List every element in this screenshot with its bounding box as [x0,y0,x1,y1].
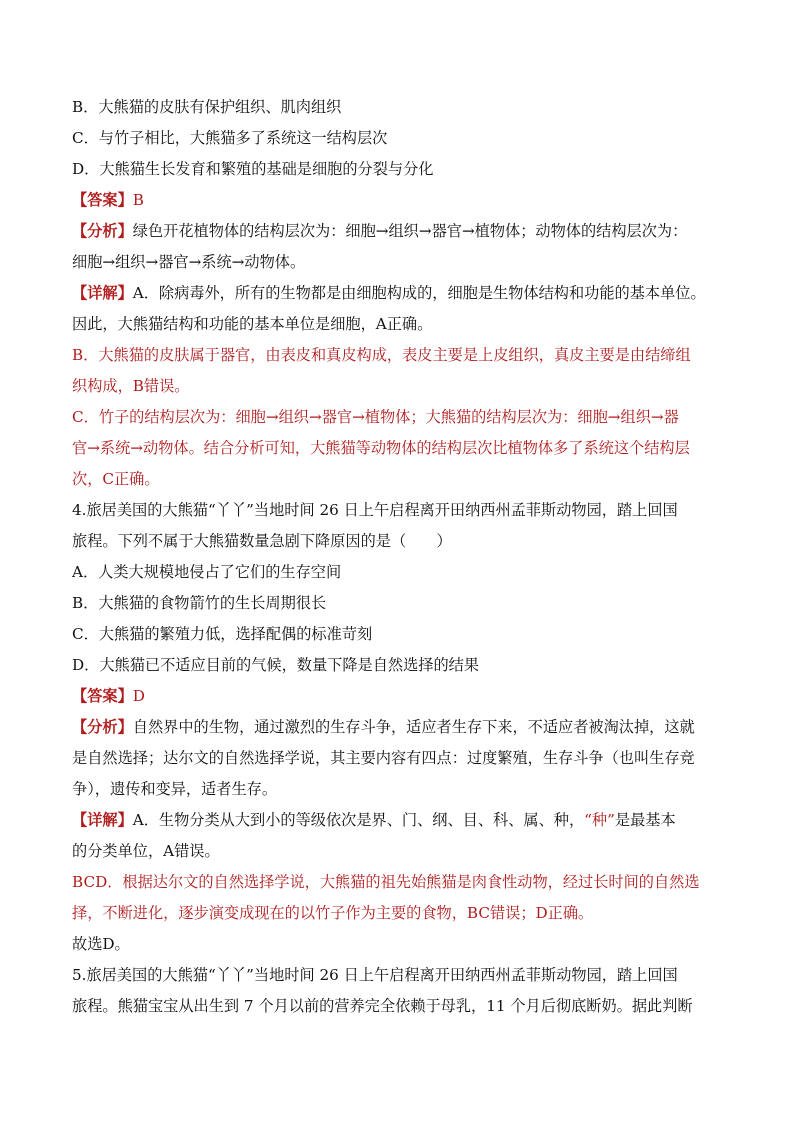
analysis-tag: 【分析】 [72,718,133,736]
document-page [72,92,732,1022]
detail-text: A．除病毒外，所有的生物都是由细胞构成的，细胞是生物体结构和功能的基本单位。 [132,284,706,302]
answer-value: D [132,687,145,705]
q5-stem-line-2: 旅程。熊猫宝宝从出生到 7 个月以前的营养完全依赖于母乳，11 个月后彻底断奶。据此判断 [72,997,693,1015]
q3-detail-b-line-1: B．大熊猫的皮肤属于器官，由表皮和真皮构成，表皮主要是上皮组织，真皮主要是由结缔组 [72,346,691,364]
answer-tag: 【答案】 [72,191,133,209]
q3-analysis-line-2: 细胞→组织→器官→系统→动物体。 [72,253,306,271]
answer-tag: 【答案】 [72,687,133,705]
q4-detail-bcd-line-1: BCD．根据达尔文的自然选择学说，大熊猫的祖先始熊猫是肉食性动物，经过长时间的自然选 [72,873,700,891]
q4-analysis-line-1 [72,712,732,743]
highlighted-term: “种” [584,811,615,829]
q3-answer [72,185,732,216]
q3-detail-a-line-2: 因此，大熊猫结构和功能的基本单位是细胞，A正确。 [72,315,433,333]
analysis-tag: 【分析】 [72,222,133,240]
q4-stem-line-1: 4.旅居美国的大熊猫“丫丫”当地时间 26 日上午启程离开田纳西州孟菲斯动物园，踏上回国 [72,501,678,519]
q4-option-a: A．人类大规模地侵占了它们的生存空间 [72,563,342,581]
q3-detail-c-line-1: C．竹子的结构层次为：细胞→组织→器官→植物体；大熊猫的结构层次为：细胞→组织→器 [72,408,679,426]
q4-option-c: C．大熊猫的繁殖力低，选择配偶的标准苛刻 [72,625,373,643]
q3-detail-a-line-1 [72,278,732,309]
detail-text-tail: 是最基本 [614,811,676,829]
q3-detail-c-line-3: 次，C正确。 [72,470,160,488]
q4-option-b: B．大熊猫的食物箭竹的生长周期很长 [72,594,327,612]
q4-conclusion: 故选D。 [72,935,130,953]
q4-detail-bcd-line-2: 择，不断进化，逐步演变成现在的以竹子作为主要的食物，BC错误；D正确。 [72,904,594,922]
q3-option-b: B．大熊猫的皮肤有保护组织、肌肉组织 [72,98,342,116]
q4-analysis-line-2: 是自然选择；达尔文的自然选择学说，其主要内容有四点：过度繁殖，生存斗争（也叫生存竞 [72,749,695,767]
answer-value: B [132,191,144,209]
q4-answer [72,681,732,712]
q4-option-d: D．大熊猫已不适应目前的气候，数量下降是自然选择的结果 [72,656,480,674]
q3-option-c: C．与竹子相比，大熊猫多了系统这一结构层次 [72,129,388,147]
detail-tag: 【详解】 [72,284,133,302]
q3-detail-b-line-2: 织构成，B错误。 [72,377,190,395]
analysis-text: 自然界中的生物，通过激烈的生存斗争，适应者生存下来，不适应者被淘汰掉，这就 [132,718,695,736]
q4-detail-a-line-2: 的分类单位，A错误。 [72,842,220,860]
q5-stem-line-1: 5.旅居美国的大熊猫“丫丫”当地时间 26 日上午启程离开田纳西州孟菲斯动物园，踏上回国 [72,966,678,984]
detail-text: A．生物分类从大到小的等级依次是界、门、纲、目、科、属、种， [132,811,585,829]
q3-option-d: D．大熊猫生长发育和繁殖的基础是细胞的分裂与分化 [72,160,434,178]
analysis-text: 绿色开花植物体的结构层次为：细胞→组织→器官→植物体；动物体的结构层次为： [132,222,688,240]
q4-stem-line-2: 旅程。下列不属于大熊猫数量急剧下降原因的是（ ） [72,532,452,550]
detail-tag: 【详解】 [72,811,133,829]
q3-detail-c-line-2: 官→系统→动物体。结合分析可知，大熊猫等动物体的结构层次比植物体多了系统这个结构层 [72,439,690,457]
q3-analysis-line-1 [72,216,732,247]
q4-detail-a-line-1 [72,805,732,836]
q4-analysis-line-3: 争），遗传和变异，适者生存。 [72,780,278,798]
